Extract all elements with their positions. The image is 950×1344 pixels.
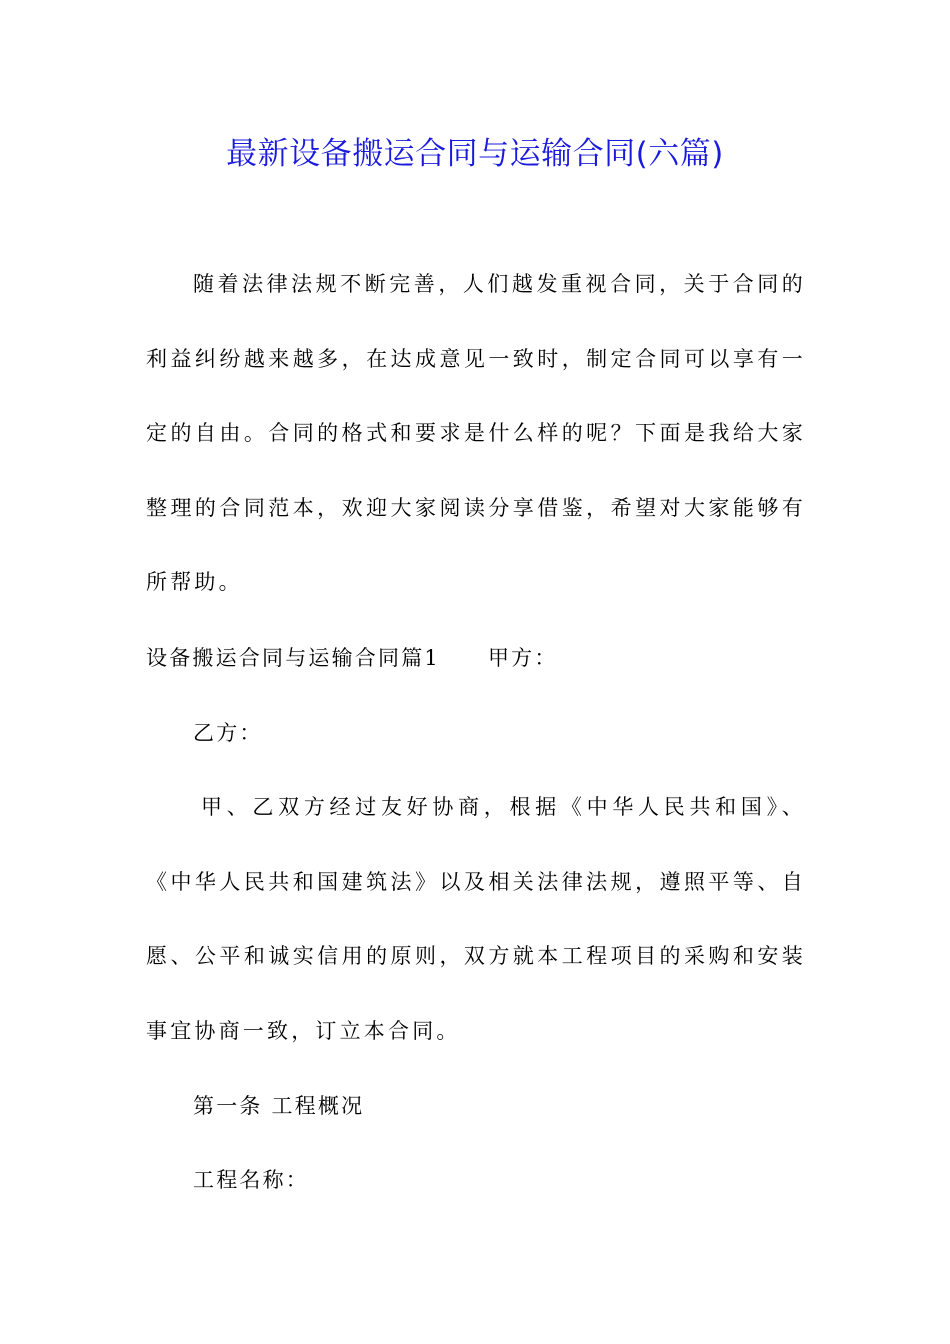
party-b-label: 乙方： [193,721,263,745]
document-title: 最新设备搬运合同与运输合同(六篇) [226,136,724,172]
preamble-paragraph: 甲、乙双方经过友好协商，根据《中华人民共和国》、《中华人民共和国建筑法》以及相关法律法规，遵照平等、自愿、公平和诚实信用的原则，双方就本工程项目的采购和安装事宜协商一致，订立本合同。 [146,795,806,1043]
project-name-label: 工程名称： [193,1168,309,1192]
party-a-label: 甲方： [487,646,558,670]
section-heading: 设备搬运合同与运输合同篇1 [146,646,440,670]
intro-paragraph: 随着法律法规不断完善，人们越发重视合同，关于合同的利益纠纷越来越多，在达成意见一致时，制定合同可以享有一定的自由。合同的格式和要求是什么样的呢？下面是我给大家整理的合同范本，欢迎大家阅读分享借鉴，希望对大家能够有所帮助。 [146,272,806,594]
section-heading-line [146,643,558,673]
article-1-heading: 第一条 工程概况 [193,1094,365,1118]
